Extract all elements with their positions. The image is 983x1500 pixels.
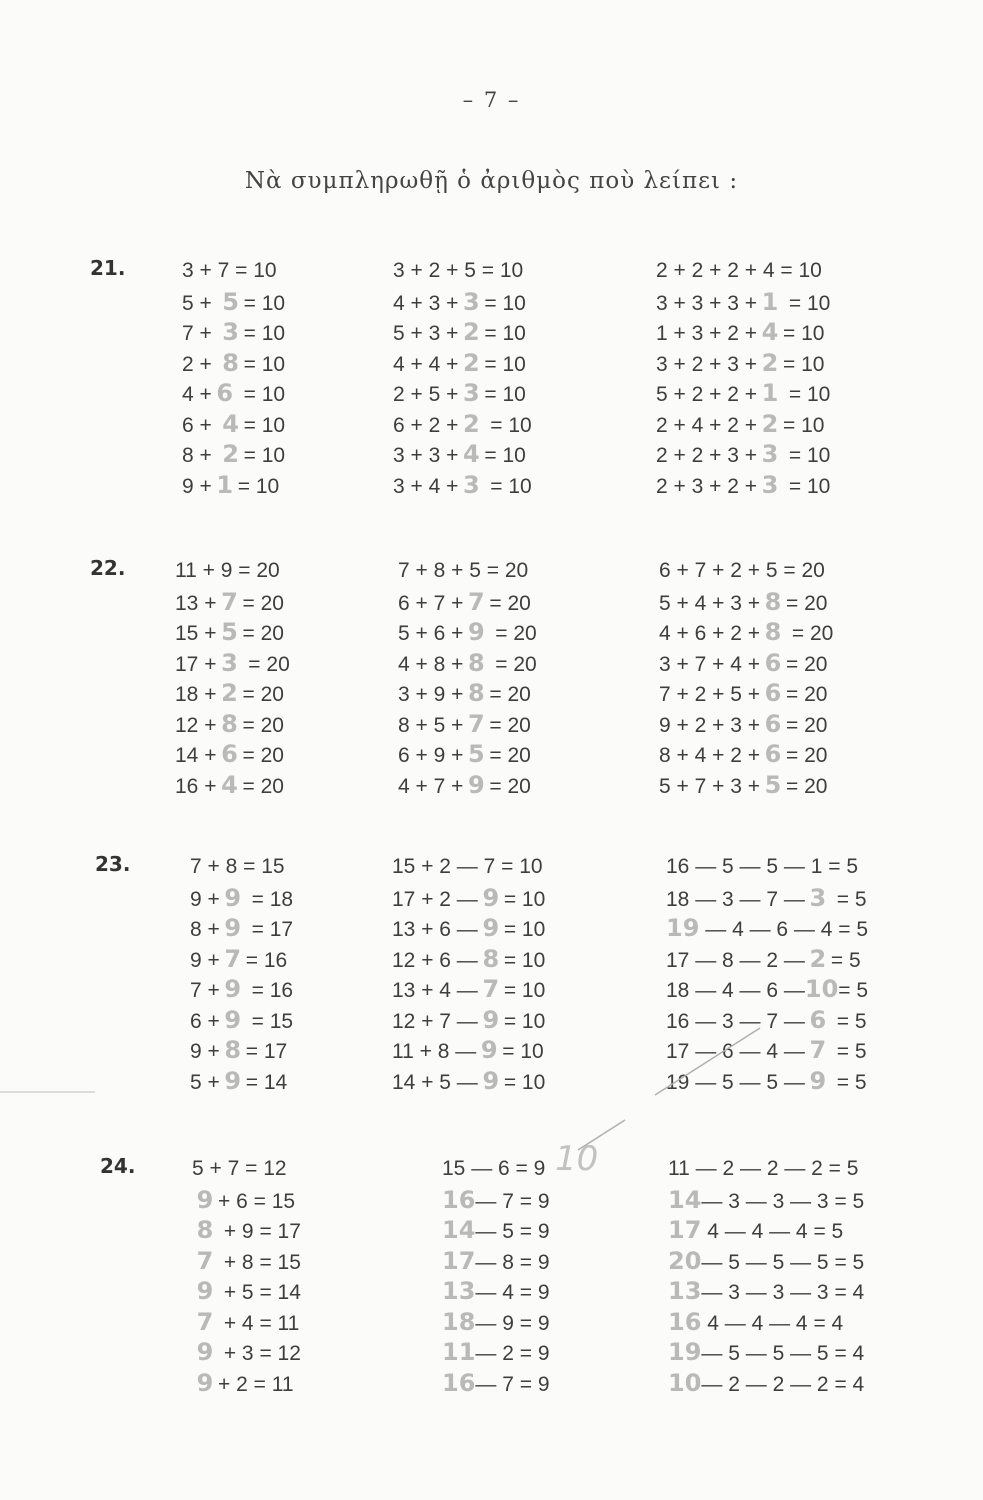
equation-text: — 7 = 9 [475,1189,550,1213]
equation-text: = 15 [245,1009,294,1033]
handwritten-answer: 9 [196,1185,214,1214]
exercise-number: 21. [90,256,126,280]
equation-text: = 20 [242,622,284,645]
equation-text: = 10 [783,474,831,498]
equation-text: 9 + [190,1040,220,1063]
equation-text: 15 + [175,622,217,645]
handwritten-answer: 9 [482,1066,500,1095]
equation-text: 14 + 5 — [392,1070,478,1094]
handwritten-answer: 2 [463,409,480,438]
equation-text: = 10 [243,322,286,345]
equation-text: = 10 [783,383,831,406]
handwritten-answer: 9 [224,975,242,1003]
equation-text: 3 + 2 + 5 = 10 [393,259,524,282]
equation-text: = 20 [489,652,537,676]
page-number: – 7 – [462,88,521,112]
handwritten-answer: 10 [668,1368,702,1397]
exercise-number: 23. [95,852,131,876]
equation-text: = 10 [484,383,526,406]
equation-text: — 3 — 3 — 3 = 4 [701,1281,865,1304]
equation-text: 5 + [182,291,218,315]
handwritten-answer: 9 [224,914,242,942]
equation-text: = 5 [830,1070,867,1094]
handwritten-answer: 7 [196,1307,214,1336]
equation-text: 5 + 6 + [398,622,464,645]
equation-text: + 9 = 17 [218,1220,301,1243]
handwritten-answer: 14 [668,1185,702,1214]
equation-text: 6 + 9 + [398,744,464,767]
equation-text: 18 — 3 — 7 — [666,887,805,911]
handwritten-answer: 13 [442,1277,476,1305]
equation-text: 17 — 8 — 2 — [666,948,805,972]
equation-text: = 10 [237,383,286,406]
equation-text: 16 + [175,774,217,798]
equation-text: 8 + [182,444,218,467]
handwritten-answer: 7 [468,587,485,616]
equation-text: = 20 [489,713,531,737]
equation-text: 13 + 6 — [392,918,478,941]
handwritten-answer: 2 [463,348,480,377]
equation-text: = 18 [245,887,294,911]
handwritten-answer: 7 [196,1246,214,1275]
handwritten-answer: 6 [764,648,782,677]
handwritten-answer: 9 [224,1005,242,1034]
equation-text: 4 — 4 — 4 = 4 [701,1311,844,1335]
handwritten-answer: 6 [221,740,238,768]
equation-text: = 10 [484,444,526,467]
handwritten-answer: 9 [482,1005,500,1034]
handwritten-answer: 18 [442,1307,476,1336]
equation-text: = 20 [786,744,828,767]
handwritten-answer: 5 [468,740,485,768]
equation-text: 15 + 2 — 7 = 10 [392,855,543,878]
handwritten-answer: 9 [224,883,242,912]
handwritten-answer: 6 [216,379,234,407]
equation-text: 7 + 2 + 5 + [659,683,761,706]
handwritten-answer: 8 [224,1036,242,1064]
equation-text: 4 — 4 — 4 = 5 [701,1220,844,1243]
equation-text: = 20 [242,591,284,615]
equation-text: 5 + 2 + 2 + [656,383,758,406]
equation-text: = 20 [489,622,537,645]
pencil-stroke [655,1028,760,1095]
equation-text: 8 + [190,918,220,941]
handwritten-answer: 1 [761,287,779,316]
handwritten-answer: 2 [222,440,239,468]
equation-text: 7 + 8 + 5 = 20 [398,559,529,582]
equation-text: 3 + 7 = 10 [182,259,277,282]
equation-text: = 5 [830,1009,867,1033]
equation-text: 17 + 2 — [392,887,478,911]
equation-text: = 10 [243,444,286,467]
equation-text: = 10 [783,413,825,437]
handwritten-answer: 9 [224,1066,242,1095]
equation-text: = 5 [838,979,869,1002]
equation-text: 17 + [175,652,217,676]
handwritten-answer: 3 [463,287,480,316]
equation-text: 4 + 4 + [393,352,459,376]
equation-text: = 10 [783,322,825,345]
equation-text: 11 — 2 — 2 — 2 = 5 [668,1157,859,1180]
handwritten-answer: 7 [224,944,242,973]
handwritten-answer: 16 [442,1185,476,1214]
equation-text: 13 + 4 — [392,979,478,1002]
equation-text: = 10 [243,413,286,437]
equation-text: + 5 = 14 [218,1281,301,1304]
equation-text: = 10 [243,291,286,315]
equation-text: 18 — 4 — 6 — [666,979,805,1002]
handwritten-answer: 3 [222,318,239,346]
handwritten-answer: 8 [468,648,485,677]
handwritten-answer: 8 [222,348,239,377]
equation-text: = 20 [242,774,284,798]
equation-text: + 6 = 15 [218,1189,296,1213]
equation-text: = 10 [503,948,546,972]
handwritten-answer: 4 [463,440,480,468]
equation-text: — 5 = 9 [475,1220,550,1243]
equation-text: 3 + 9 + [398,683,464,706]
equation-text: = 20 [242,744,284,767]
equation-text: 8 + 5 + [398,713,464,737]
equation-text: = 20 [786,683,828,706]
equation-text: — 5 — 5 — 5 = 4 [701,1342,865,1365]
equation-text: = 20 [489,774,531,798]
handwritten-answer: 9 [809,1066,827,1095]
equation-text: 9 + 2 + 3 + [659,713,761,737]
equation-text: = 10 [237,474,280,498]
equation-text: = 10 [783,352,825,376]
handwritten-answer: 4 [222,409,239,438]
handwritten-answer: 9 [468,770,485,799]
handwritten-answer: 17 [442,1246,476,1275]
equation-text: 5 + 3 + [393,322,459,345]
exercise-number: 22. [90,556,126,580]
equation-text: 4 + 3 + [393,291,459,315]
equation-text: 14 + [175,744,217,767]
equation-text: — 7 = 9 [475,1372,550,1396]
equation-text: 7 + [190,979,220,1002]
handwritten-answer: 9 [196,1277,214,1305]
handwritten-answer: 4 [221,770,238,799]
equation-text: 2 + 2 + 2 + 4 = 10 [656,259,822,282]
equation-text: 11 + 8 — [392,1040,477,1063]
handwritten-answer: 5 [222,287,239,316]
equation-text: 8 + 4 + 2 + [659,744,761,767]
equation-text: 18 + [175,683,217,706]
equation-text: — 8 = 9 [475,1250,550,1274]
equation-text: = 20 [786,622,834,645]
handwritten-answer: 8 [482,944,500,973]
equation-text: 4 + [182,383,212,406]
handwritten-answer: 13 [668,1277,702,1305]
equation-text: 6 + 7 + [398,591,464,615]
equation-text: = 14 [245,1070,288,1094]
equation-text: = 10 [484,322,526,345]
handwritten-answer: 11 [442,1338,476,1366]
handwritten-answer: 2 [463,318,480,346]
equation-text: = 10 [783,444,831,467]
equation-text: 17 — 6 — 4 — [666,1040,805,1063]
equation-text: = 20 [786,713,828,737]
handwritten-answer: 8 [764,587,782,616]
handwritten-answer: 6 [764,709,782,738]
handwritten-answer: 9 [482,914,500,942]
equation-text: 2 + 4 + 2 + [656,413,758,437]
handwritten-answer: 6 [764,740,782,768]
equation-text: — 4 — 6 — 4 = 5 [699,918,869,941]
equation-text: 6 + [182,413,218,437]
equation-text: = 20 [786,652,828,676]
handwritten-answer: 2 [809,944,827,973]
equation-text: = 5 [830,1040,867,1063]
handwritten-answer: 3 [761,470,779,499]
handwritten-answer: 5 [764,770,782,799]
equation-text: 3 + 3 + [393,444,459,467]
equation-text: 16 — 5 — 5 — 1 = 5 [666,855,859,878]
equation-text: 19 — 5 — 5 — [666,1070,805,1094]
handwritten-answer: 8 [196,1216,214,1244]
instruction-heading: Νὰ συμπληρωθῇ ὁ ἀριθμὸς ποὺ λείπει : [244,168,739,194]
equation-text: = 17 [245,918,294,941]
exercise-number: 24. [100,1154,136,1178]
equation-text: 2 + 3 + 2 + [656,474,758,498]
handwritten-answer: 3 [463,470,480,499]
equation-text: = 10 [783,291,831,315]
handwritten-answer: 10 [804,975,839,1003]
equation-text: = 16 [245,948,288,972]
handwritten-answer: 7 [482,975,500,1003]
equation-text: 12 + [175,713,217,737]
handwritten-answer: 6 [764,679,782,707]
handwritten-answer: 19 [668,1338,702,1366]
handwritten-answer: 3 [809,883,827,912]
handwritten-answer: 3 [761,440,779,468]
handwritten-answer: 16 [442,1368,476,1397]
equation-text: 4 + 8 + [398,652,464,676]
equation-text: = 17 [245,1040,288,1063]
equation-text: 2 + 5 + [393,383,459,406]
handwritten-answer: 2 [221,679,238,707]
equation-text: 6 + 7 + 2 + 5 = 20 [659,559,825,582]
equation-text: = 10 [243,352,286,376]
equation-text: = 10 [484,352,526,376]
equation-text: — 2 = 9 [475,1342,550,1365]
equation-text: 9 + [190,887,220,911]
equation-text: — 5 — 5 — 5 = 5 [701,1250,865,1274]
equation-text: = 10 [484,413,532,437]
equation-text: = 16 [245,979,294,1002]
equation-text: + 8 = 15 [218,1250,301,1274]
equation-text: 15 — 6 = 9 [442,1157,546,1180]
equation-text: 5 + [190,1070,220,1094]
equation-text: — 4 = 9 [475,1281,550,1304]
equation-text: 2 + [182,352,218,376]
equation-text: 13 + [175,591,217,615]
handwritten-answer: 9 [196,1368,214,1397]
equation-text: 6 + [190,1009,220,1033]
handwritten-answer: 6 [809,1005,827,1034]
equation-text: 12 + 6 — [392,948,478,972]
equation-text: — 2 — 2 — 2 = 4 [701,1372,865,1396]
handwritten-answer: 14 [442,1216,476,1244]
equation-text: 6 + 2 + [393,413,459,437]
handwritten-answer: 7 [468,709,485,738]
equation-text: = 20 [489,683,531,706]
equation-text: = 20 [242,652,290,676]
handwritten-answer: 8 [764,618,782,646]
equation-text: 4 + 6 + 2 + [659,622,761,645]
equation-text: = 10 [503,887,546,911]
equation-text: 3 + 3 + 3 + [656,291,758,315]
handwritten-answer: 1 [216,470,234,499]
equation-text: = 10 [503,1009,546,1033]
equation-text: = 20 [242,683,284,706]
equation-text: 9 + [190,948,220,972]
equation-text: 5 + 4 + 3 + [659,591,761,615]
equation-text: = 10 [503,1070,546,1094]
equation-text: = 20 [786,591,828,615]
handwritten-answer: 2 [761,348,779,377]
handwritten-answer: 7 [221,587,238,616]
equation-text: 7 + [182,322,218,345]
equation-text: 5 + 7 + 3 + [659,774,761,798]
equation-text: = 10 [502,1040,544,1063]
equation-text: 9 + [182,474,212,498]
equation-text: 11 + 9 = 20 [175,559,280,582]
handwritten-answer: 7 [809,1036,827,1064]
handwritten-answer: 9 [482,883,500,912]
equation-text: 2 + 2 + 3 + [656,444,758,467]
handwritten-answer: 2 [761,409,779,438]
equation-text: 7 + 8 = 15 [190,855,285,878]
equation-text: 3 + 2 + 3 + [656,352,758,376]
handwritten-answer: 8 [221,709,238,738]
handwritten-answer: 20 [668,1246,702,1275]
equation-text: + 4 = 11 [218,1311,300,1335]
equation-text: = 20 [489,591,531,615]
equation-text: = 10 [503,979,546,1002]
equation-text: = 20 [242,713,284,737]
equation-text: 4 + 7 + [398,774,464,798]
handwritten-answer: 9 [480,1036,498,1064]
handwritten-answer: 1 [761,379,779,407]
handwritten-answer: 8 [468,679,485,707]
equation-text: = 10 [484,291,526,315]
handwritten-answer: 5 [221,618,238,646]
equation-text: 1 + 3 + 2 + [656,322,758,345]
handwritten-answer: 3 [221,648,238,677]
equation-text: = 20 [786,774,828,798]
handwritten-answer: 17 [668,1216,702,1244]
handwritten-answer: 4 [761,318,779,346]
handwritten-answer: 16 [668,1307,702,1336]
equation-text: + 3 = 12 [218,1342,301,1365]
grade-mark-text: 10 [555,1139,599,1179]
equation-text: 5 + 7 = 12 [192,1157,287,1180]
equation-text: = 10 [503,918,546,941]
equation-text: — 9 = 9 [475,1311,550,1335]
equation-text: 3 + 7 + 4 + [659,652,761,676]
equation-text: 3 + 4 + [393,474,459,498]
handwritten-answer: 9 [196,1338,214,1366]
equation-text: 12 + 7 — [392,1009,478,1033]
equation-text: + 2 = 11 [218,1372,294,1396]
equation-text: — 3 — 3 — 3 = 5 [701,1189,865,1213]
equation-text: = 20 [489,744,531,767]
equation-text: = 5 [830,948,861,972]
handwritten-answer: 9 [468,618,485,646]
equation-text: = 10 [484,474,532,498]
equation-text: = 5 [830,887,867,911]
handwritten-answer: 3 [463,379,480,407]
equation-text: 16 — 3 — 7 — [666,1009,805,1033]
handwritten-answer: 19 [666,914,700,942]
